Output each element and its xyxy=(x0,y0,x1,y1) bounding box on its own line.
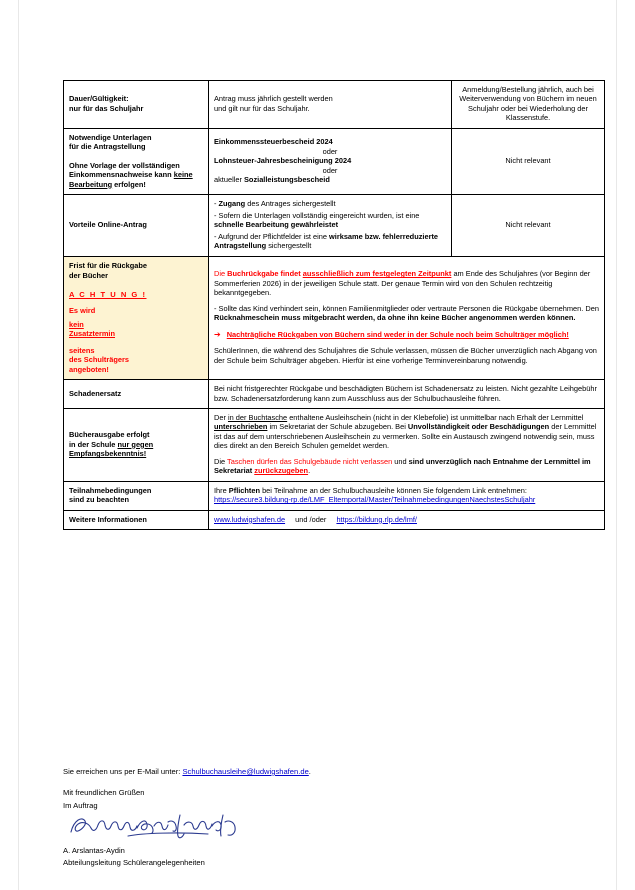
row-value-damages xyxy=(209,380,605,409)
advantage-item: - Zugang des Antrages sichergestellt xyxy=(214,199,336,209)
row-value-documents xyxy=(209,128,452,194)
label-line: Teilnahmebedingungen xyxy=(69,485,152,495)
table-row xyxy=(64,128,605,194)
table-row xyxy=(64,409,605,482)
row-label-damages xyxy=(64,380,209,409)
arrow-icon: ➔ xyxy=(214,329,221,339)
value-line: und gilt nur für das Schuljahr. xyxy=(214,103,310,113)
table-row xyxy=(64,81,605,129)
contact-line: Sie erreichen uns per E-Mail unter: Schulbuchausleihe@ludwigshafen.de. xyxy=(63,767,311,776)
page-edge-right xyxy=(616,0,617,890)
document-option-3: aktueller Sozialleistungsbescheid xyxy=(214,175,330,185)
or-separator: oder xyxy=(322,146,338,156)
row-label-online-advantages xyxy=(64,195,209,256)
table-row xyxy=(64,380,605,409)
return-paragraph: Die Buchrückgabe findet ausschließlich zum festgelegten Zeitpunkt am Ende des Schuljahres (vor Beginn der Sommerferien 2026) in der jeweiligen Schule statt. Der genaue Termin wird von den Schulen rechtzeitig bekanntgegeben. xyxy=(214,269,591,298)
return-paragraph: SchülerInnen, die während des Schuljahres die Schule verlassen, müssen die Bücher unverzüglich nach Abgang von der Schule beim Schulträger abgeben. Hierfür ist eine vorherige Terminvereinbarung notwendig. xyxy=(214,346,597,365)
email-link[interactable]: Schulbuchausleihe@ludwigshafen.de xyxy=(182,767,309,776)
conditions-table xyxy=(63,80,605,530)
table-row xyxy=(64,256,605,380)
greeting-line: Mit freundlichen Grüßen xyxy=(63,788,145,797)
row-value-duration xyxy=(209,81,452,129)
note-text: Nicht relevant xyxy=(505,156,551,166)
value-line: Antrag muss jährlich gestellt werden xyxy=(214,94,333,104)
row-note-documents xyxy=(452,128,605,194)
label-emphasis: nur gegen Empfangsbekenntnis! xyxy=(69,439,154,459)
row-note-duration xyxy=(452,81,605,129)
row-value-return-deadline xyxy=(209,256,605,380)
table-row xyxy=(64,481,605,510)
row-label-duration xyxy=(64,81,209,129)
row-label-more-info xyxy=(64,510,209,529)
notice-line: Es wird xyxy=(69,306,96,316)
label-line: nur für das Schuljahr xyxy=(69,103,144,113)
row-value-terms: Ihre Pflichten bei Teilnahme an der Schulbuchausleihe können Sie folgendem Link entnehmen: https://secure3.bildung-rp.de/LMF_Elternportal/Master/TeilnahmebedingungenNaechstesSchuljahr xyxy=(209,481,605,510)
row-value-online-advantages xyxy=(209,195,452,256)
label-line: in der Schule nur gegen Empfangsbekenntnis! xyxy=(69,439,154,459)
advantage-item: - Aufgrund der Pflichtfelder ist eine wirksame bzw. fehlerreduzierte Antragstellung sichergestellt xyxy=(214,231,439,251)
row-value-more-info xyxy=(209,510,605,529)
label-line: Schadenersatz xyxy=(69,388,122,398)
label-line: für die Antragstellung xyxy=(69,142,146,152)
label-line: Notwendige Unterlagen xyxy=(69,132,152,142)
label-line: Dauer/Gültigkeit: xyxy=(69,94,129,104)
notice-line: seitens des Schulträgers angeboten! xyxy=(69,345,129,374)
link-separator: und /oder xyxy=(295,514,327,524)
return-warning xyxy=(214,330,599,340)
row-label-return-deadline xyxy=(64,256,209,380)
signer-role: Abteilungsleitung Schülerangelegenheiten xyxy=(63,858,205,867)
signature-image xyxy=(68,812,243,840)
advantage-item: - Sofern die Unterlagen vollständig eingereicht wurden, ist eine schnelle Bearbeitung gewährleistet xyxy=(214,210,420,230)
label-emphasis: keine Bearbeitung xyxy=(69,170,193,189)
label-line: Weitere Informationen xyxy=(69,514,147,524)
table-row xyxy=(64,195,605,256)
value-text: Bei nicht fristgerechter Rückgabe und beschädigten Büchern ist Schadenersatz zu leisten. Nicht gezahlte Leihgebühr bzw. Schadenersatzforderung kann zum Ausschluss aus der Schulbuchausleihe führen. xyxy=(214,384,597,403)
label-line: Vorteile Online-Antrag xyxy=(69,220,147,230)
or-separator: oder xyxy=(322,165,338,175)
row-value-handout xyxy=(209,409,605,482)
label-line: Ohne Vorlage der vollständigen Einkommensnachweise kann keine Bearbeitung erfolgen! xyxy=(69,160,193,189)
signer-name: A. Arslantas-Aydin xyxy=(63,846,125,855)
auftrag-line: Im Auftrag xyxy=(63,801,98,810)
page-edge-left xyxy=(18,0,19,890)
label-line: Frist für die Rückgabe der Bücher xyxy=(69,260,148,280)
note-text: Nicht relevant xyxy=(505,220,551,230)
info-link-bildung[interactable]: https://bildung.rlp.de/lmf/ xyxy=(336,514,417,524)
label-line: sind zu beachten xyxy=(69,495,129,505)
return-paragraph: - Sollte das Kind verhindert sein, können Familienmitglieder oder vertraute Personen die Rückgabe übernehmen. Den Rücknahmeschein muss mitgebracht werden, da ohne ihn keine Bücher angenommen werden können. xyxy=(214,303,599,323)
info-link-city[interactable]: www.ludwigshafen.de xyxy=(214,514,286,524)
warning-text: Nachträgliche Rückgaben von Büchern sind weder in der Schule noch beim Schulträger möglich! xyxy=(226,329,569,339)
table-row xyxy=(64,510,605,529)
attention-notice: A C H T U N G ! xyxy=(69,289,147,299)
row-label-documents xyxy=(64,128,209,194)
document-option-1: Einkommenssteuerbescheid 2024 xyxy=(214,137,333,147)
handout-paragraph: Der in der Buchtasche enthaltene Ausleihschein (nicht in der Klebefolie) ist unmittelbar nach Erhalt der Lernmittel unterschrieben im Sekretariat der Schule abzugeben. Bei Unvollständigkeit oder Beschädigungen der Lernmittel ist das auf dem unterschriebenen Ausleihschein zu vermerken. Sollte ein Austausch zwingend notwendig sein, muss dies direkt an den Bereich Schulen gemeldet werden. xyxy=(214,413,597,451)
notice-line: kein Zusatztermin xyxy=(69,319,115,339)
note-text: Anmeldung/Bestellung jährlich, auch bei Weiterverwendung von Büchern im neuen Schuljahr oder bei Wiederholung der Klassenstufe. xyxy=(459,85,597,123)
terms-link[interactable]: https://secure3.bildung-rp.de/LMF_Elternportal/Master/TeilnahmebedingungenNaechstesSchuljahr xyxy=(214,495,536,505)
document-option-2: Lohnsteuer-Jahresbescheinigung 2024 xyxy=(214,156,352,166)
row-note-online-advantages xyxy=(452,195,605,256)
handout-paragraph: Die Taschen dürfen das Schulgebäude nicht verlassen und sind unverzüglich nach Entnahme der Lernmittel im Sekretariat zurückzugeben. xyxy=(214,456,591,476)
row-label-terms xyxy=(64,481,209,510)
label-line: Bücherausgabe erfolgt xyxy=(69,430,150,440)
row-label-handout xyxy=(64,409,209,482)
